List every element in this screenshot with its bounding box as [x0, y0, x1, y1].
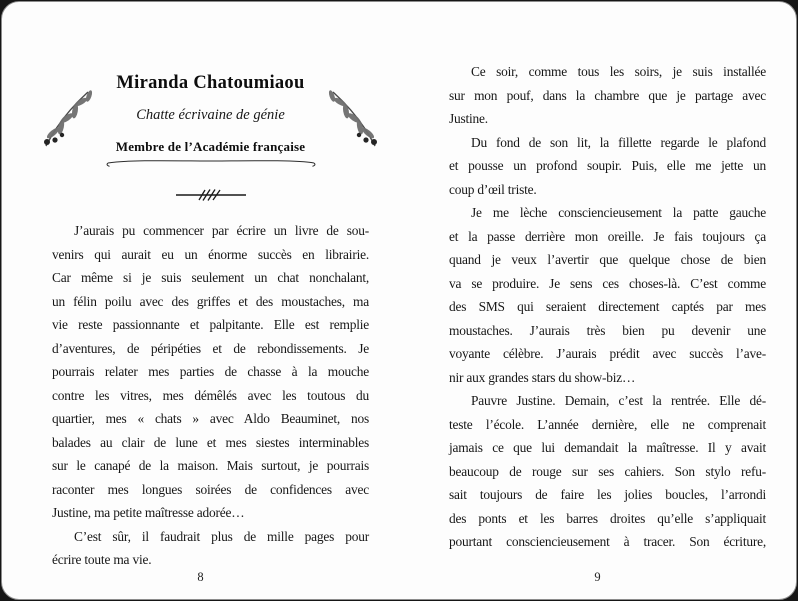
text-line: des ponts et les barres droites qu’elle s’appliquait: [449, 510, 766, 526]
text-line: balades au clair de lune et mes siestes interminables: [52, 434, 369, 450]
left-page-body: [52, 219, 369, 572]
author-affiliation: Membre de l’Académie française: [115, 139, 306, 154]
text-line: et la passe derrière mon oreille. Je fais toujours ça: [449, 228, 766, 244]
text-line: Du fond de son lit, la fillette regarde le plafond: [471, 134, 766, 150]
text-line: Justine, ma petite maîtresse adorée…: [52, 505, 245, 520]
text-line: Car même si je suis seulement un chat nonchalant,: [52, 270, 369, 285]
text-line: quand je veux l’avertir que quelque chose de bien: [449, 252, 766, 267]
text-line: Ce soir, comme tous les soirs, je suis installée: [471, 64, 766, 79]
text-line: écrire toute ma vie.: [52, 552, 152, 567]
text-line: raconter mes longues soirées de confidences avec: [52, 481, 369, 497]
text-line: vie reste passionnante et palpitante. Elle est remplie: [52, 317, 369, 332]
text-line: venirs qui aurait eu un énorme succès en librairie.: [52, 246, 369, 262]
text-line: nir aux grandes stars du show-biz…: [449, 369, 636, 385]
page-number-right: 9: [594, 570, 601, 584]
book-title: Miranda Chatoumiaou: [116, 73, 305, 93]
text-line: sur le canapé de la maison. Mais surtout, je pourrais: [52, 458, 369, 473]
page-number-left: 8: [197, 570, 204, 584]
olive-branch-icon: [323, 86, 383, 152]
text-line: moustaches. J’aurais très bien pu devenir une: [449, 322, 766, 338]
text-line: Je me lèche consciencieusement la patte gauche: [471, 205, 766, 220]
text-line: pourtant consciencieusement à tracer. Son écriture,: [449, 534, 766, 549]
text-line: Justine.: [449, 111, 488, 126]
text-line: beaucoup de rouge sur ses cahiers. Son stylo refu-: [449, 463, 766, 479]
text-line: d’aventures, de péripéties et de rebondissements. Je: [52, 340, 369, 356]
text-line: quartier, mes « chats » avec Aldo Beauminet, nos: [52, 411, 369, 426]
text-line: voyante célèbre. J’aurais prédit avec succès l’ave-: [449, 346, 766, 361]
book-spread: [1, 1, 797, 600]
text-line: va se produire. Je sens ces choses-là. C’est comme: [449, 275, 766, 291]
flourish-underline-icon: [104, 157, 318, 167]
text-line: contre les vitres, mes démêlés avec les toutous du: [52, 387, 369, 403]
text-line: jamais ce que lui demandait la maîtresse. Il y avait: [449, 440, 766, 455]
text-line: et pousse un profond soupir. Puis, elle me jette un: [449, 158, 766, 173]
text-line: un félin poilu avec des griffes et des moustaches, ma: [52, 293, 369, 309]
text-line: sur mon pouf, dans la chambre que je partage avec: [449, 87, 766, 103]
chapter-header: [52, 72, 369, 203]
text-line: teste l’école. L’année dernière, elle ne comprenait: [449, 416, 766, 432]
text-line: pourrais relater mes parties de chasse à la mouche: [52, 364, 369, 379]
olive-branch-icon: [38, 86, 98, 152]
text-line: J’aurais pu commencer par écrire un livre de sou-: [74, 223, 369, 238]
left-page: [2, 2, 399, 599]
text-line: des SMS qui seraient directement captés par mes: [449, 299, 766, 314]
rope-divider-icon: [174, 187, 248, 203]
book-subtitle: Chatte écrivaine de génie: [136, 107, 285, 123]
right-page: [399, 2, 796, 599]
right-page-body: [449, 60, 766, 554]
text-line: Pauvre Justine. Demain, c’est la rentrée. Elle dé-: [471, 393, 766, 408]
text-line: C’est sûr, il faudrait plus de mille pages pour: [74, 528, 369, 544]
text-line: coup d’œil triste.: [449, 181, 537, 197]
text-line: sait toujours de faire les jolies boucles, l’arrondi: [449, 487, 766, 502]
